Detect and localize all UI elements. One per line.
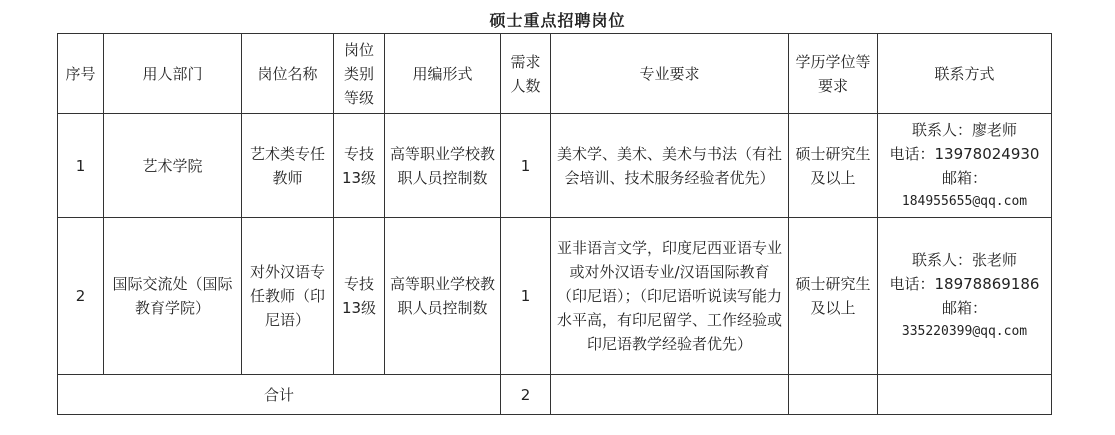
cell-edu: 硕士研究生及以上 bbox=[789, 114, 878, 218]
header-no: 序号 bbox=[58, 34, 104, 114]
cell-form: 高等职业学校教职人员控制数 bbox=[385, 218, 501, 375]
cell-form: 高等职业学校教职人员控制数 bbox=[385, 114, 501, 218]
contact-phone: 电话：18978869186 bbox=[889, 275, 1040, 293]
header-major: 专业要求 bbox=[551, 34, 789, 114]
contact-email-label: 邮箱： bbox=[941, 168, 987, 187]
cell-contact bbox=[878, 114, 1052, 218]
contact-email: 335220399@qq.com bbox=[901, 324, 1028, 339]
header-dept: 用人部门 bbox=[104, 34, 242, 114]
cell-post: 艺术类专任教师 bbox=[242, 114, 334, 218]
table-row bbox=[58, 114, 1052, 218]
contact-email: 184955655@qq.com bbox=[901, 193, 1028, 209]
contact-person: 联系人：廖老师 bbox=[911, 120, 1017, 139]
cell-contact bbox=[878, 218, 1052, 375]
cell-count: 1 bbox=[501, 218, 551, 375]
cell-post: 对外汉语专任教师（印尼语） bbox=[242, 218, 334, 375]
cell-count: 1 bbox=[501, 114, 551, 218]
contact-person: 联系人：张老师 bbox=[911, 251, 1017, 269]
total-count: 2 bbox=[501, 375, 551, 415]
cell-dept: 艺术学院 bbox=[104, 114, 242, 218]
cell-grade: 专技13级 bbox=[334, 114, 385, 218]
header-post: 岗位名称 bbox=[242, 34, 334, 114]
empty-cell bbox=[789, 375, 878, 415]
total-row bbox=[58, 375, 1052, 415]
page-title: 硕士重点招聘岗位 bbox=[489, 11, 626, 30]
table-header-row bbox=[58, 34, 1052, 114]
recruitment-table bbox=[57, 33, 1052, 415]
header-grade: 岗位类别等级 bbox=[334, 34, 385, 114]
header-form: 用编形式 bbox=[385, 34, 501, 114]
header-count: 需求人数 bbox=[501, 34, 551, 114]
contact-phone: 电话：13978024930 bbox=[889, 144, 1040, 163]
cell-major: 亚非语言文学，印度尼西亚语专业或对外汉语专业/汉语国际教育（印尼语）；（印尼语听说读写能力水平高，有印尼留学、工作经验或印尼语教学经验者优先） bbox=[551, 218, 789, 375]
cell-no: 1 bbox=[58, 114, 104, 218]
total-label: 合计 bbox=[58, 375, 501, 415]
cell-major: 美术学、美术、美术与书法（有社会培训、技术服务经验者优先） bbox=[551, 114, 789, 218]
empty-cell bbox=[551, 375, 789, 415]
empty-cell bbox=[878, 375, 1052, 415]
cell-grade: 专技13级 bbox=[334, 218, 385, 375]
cell-no: 2 bbox=[58, 218, 104, 375]
table-row bbox=[58, 218, 1052, 375]
cell-dept: 国际交流处（国际教育学院） bbox=[104, 218, 242, 375]
contact-email-label: 邮箱： bbox=[941, 299, 987, 317]
header-contact: 联系方式 bbox=[878, 34, 1052, 114]
header-edu: 学历学位等要求 bbox=[789, 34, 878, 114]
cell-edu: 硕士研究生及以上 bbox=[789, 218, 878, 375]
